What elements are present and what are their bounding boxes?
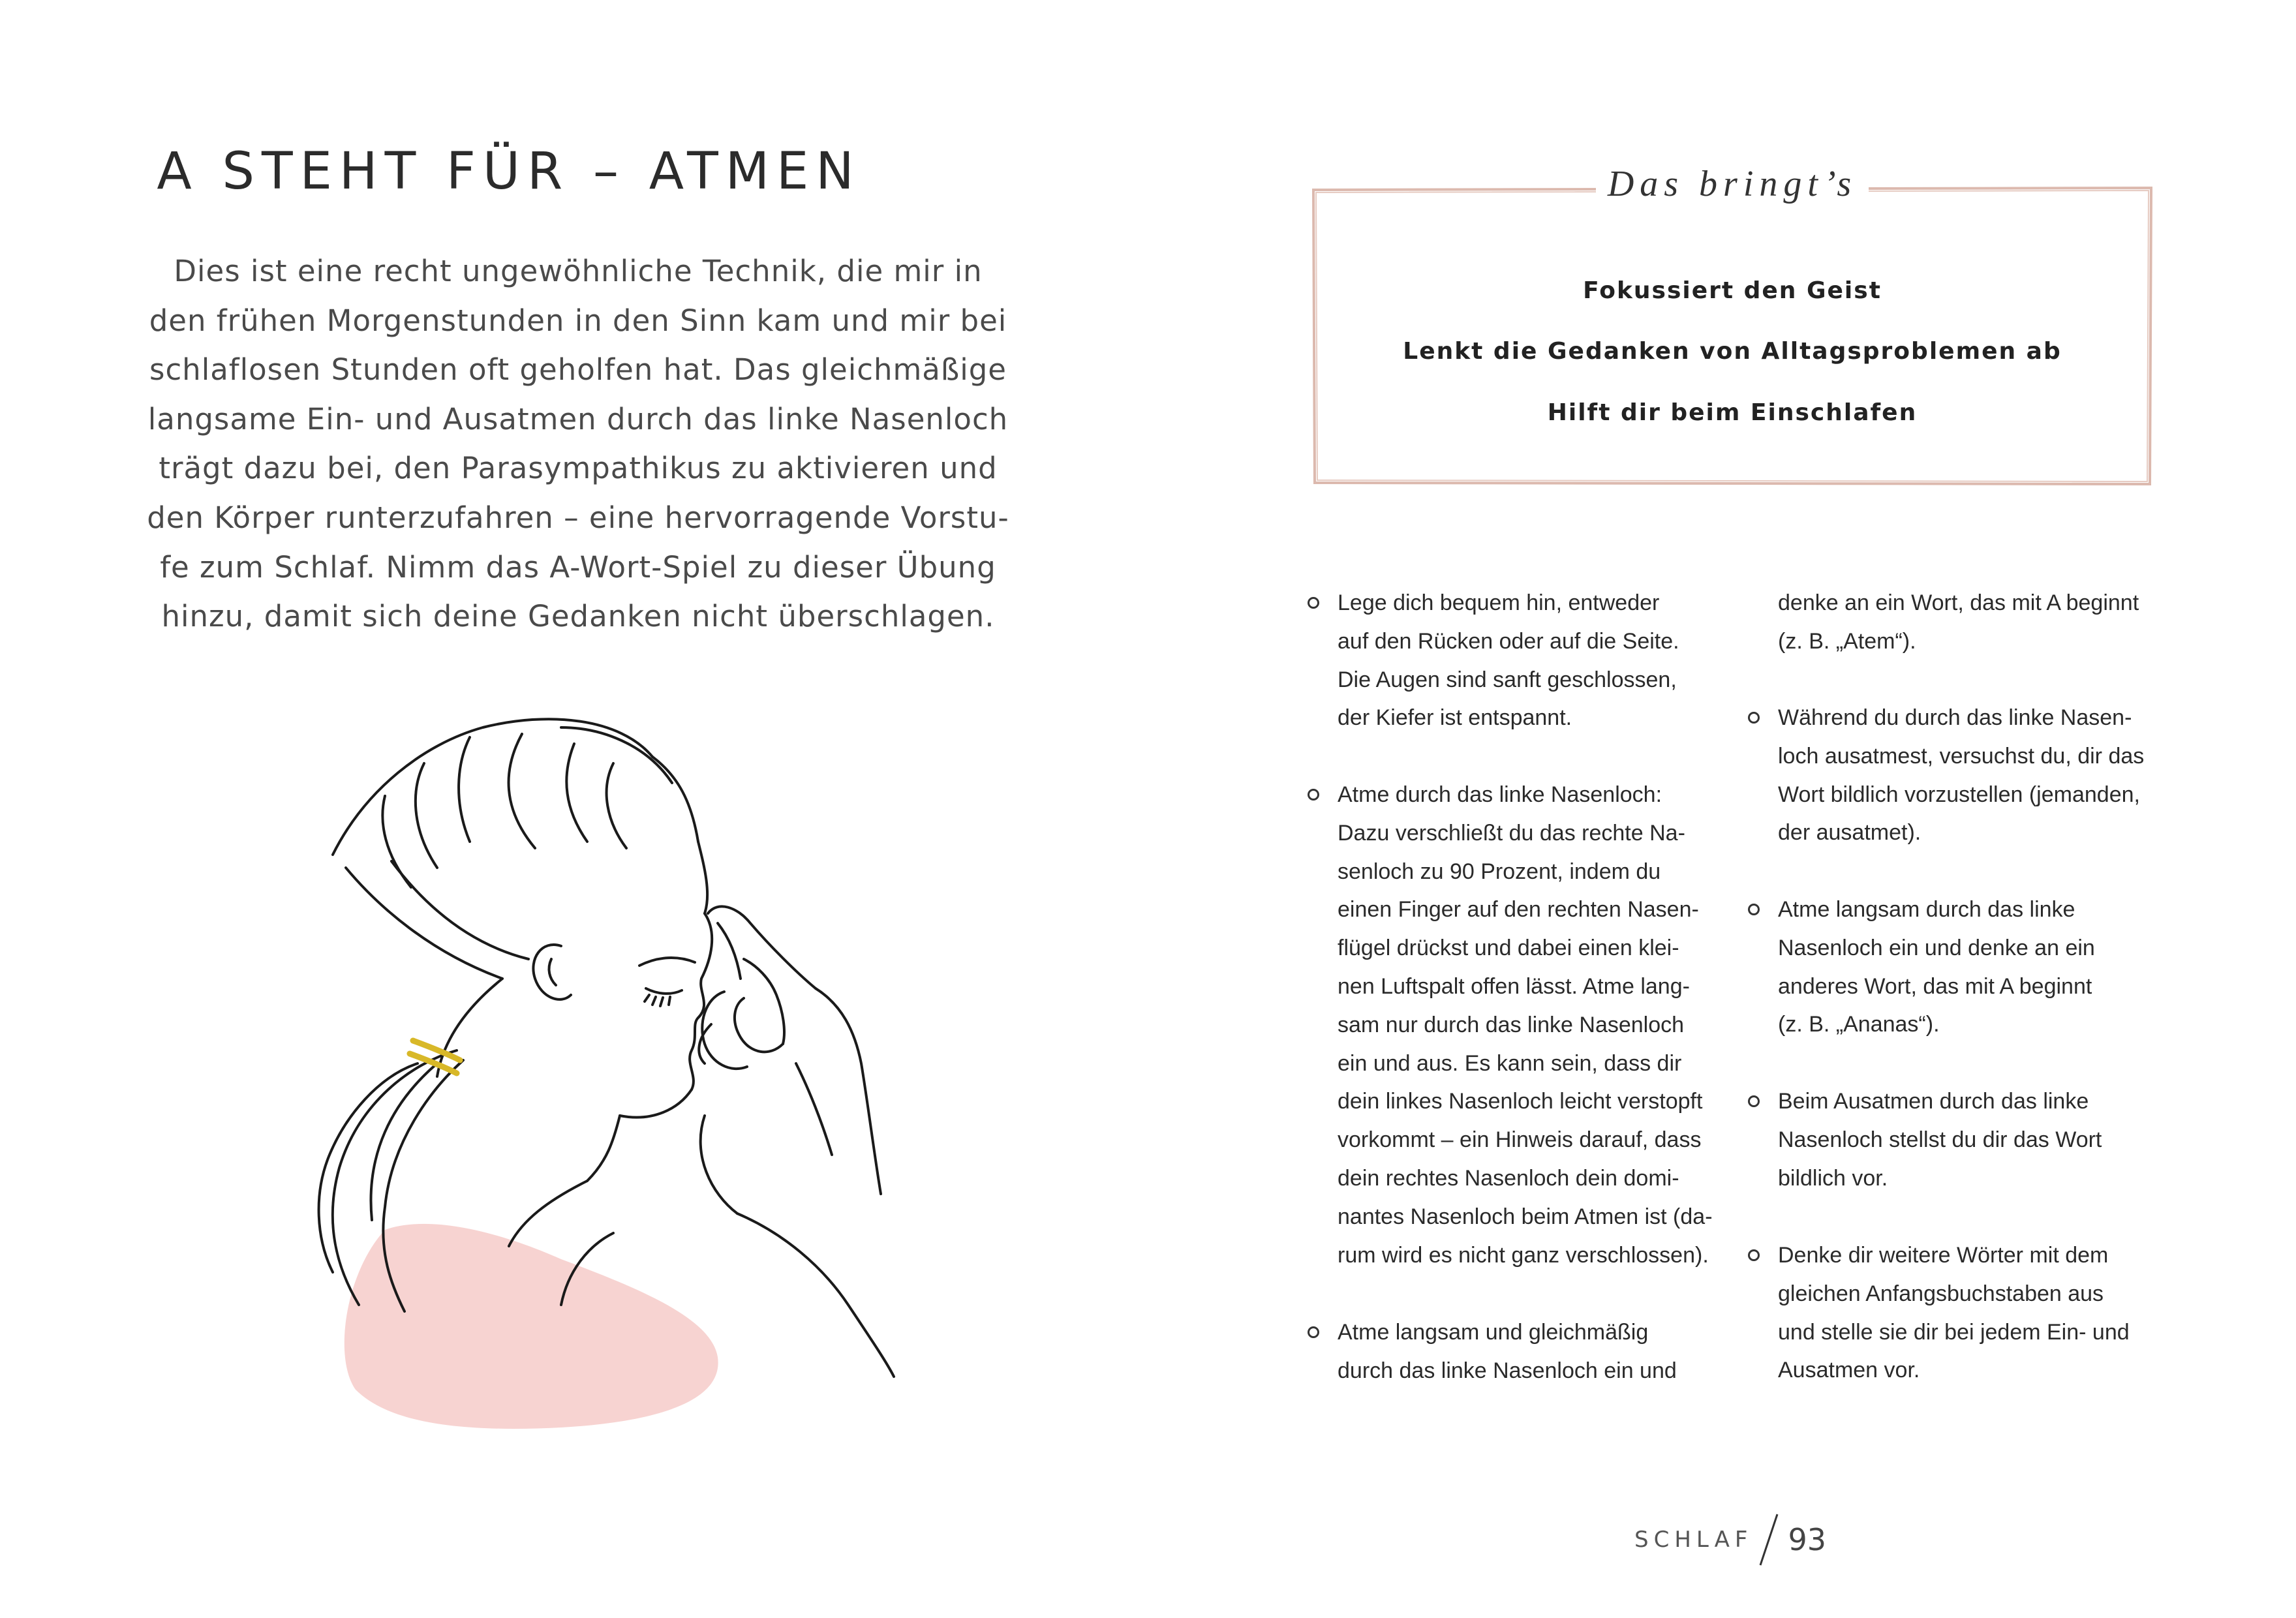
step-line: einen Finger auf den rechten Nasen- bbox=[1338, 897, 1699, 923]
step-line: nantes Nasenloch beim Atmen ist (da- bbox=[1338, 1204, 1713, 1229]
bullet-circle-icon bbox=[1748, 1249, 1760, 1261]
step-line: Lege dich bequem hin, entweder bbox=[1338, 590, 1660, 615]
step-line: Atme durch das linke Nasenloch: bbox=[1338, 782, 1662, 807]
shirt-shape bbox=[344, 1224, 718, 1429]
step-line: sam nur durch das linke Nasenloch bbox=[1338, 1012, 1685, 1037]
benefit-item: Lenkt die Gedanken von Alltagsproblemen ab bbox=[1403, 338, 2062, 365]
intro-line: hinzu, damit sich deine Gedanken nicht überschlagen. bbox=[161, 599, 995, 634]
step-line: Atme langsam und gleichmäßig bbox=[1338, 1320, 1649, 1345]
step-line: Wort bildlich vorzustellen (jemanden, bbox=[1778, 782, 2140, 807]
intro-line: schlaflosen Stunden oft geholfen hat. Das gleichmäßige bbox=[149, 352, 1007, 388]
step-line: ein und aus. Es kann sein, dass dir bbox=[1338, 1050, 1682, 1076]
step-line: denke an ein Wort, das mit A beginnt bbox=[1778, 590, 2139, 615]
section-name: SCHLAF bbox=[1634, 1527, 1753, 1553]
step-line: durch das linke Nasenloch ein und bbox=[1338, 1358, 1677, 1383]
bullet-circle-icon bbox=[1308, 789, 1319, 801]
step-line: dein rechtes Nasenloch dein domi- bbox=[1338, 1165, 1679, 1191]
intro-line: den Körper runterzufahren – eine hervorragende Vorstu- bbox=[147, 500, 1009, 535]
step-line: anderes Wort, das mit A beginnt bbox=[1778, 973, 2092, 999]
page-number: 93 bbox=[1788, 1522, 1826, 1557]
benefit-item: Hilft dir beim Einschlafen bbox=[1547, 399, 1918, 426]
step-line: senloch zu 90 Prozent, indem du bbox=[1338, 859, 1661, 884]
step-line: Denke dir weitere Wörter mit dem bbox=[1778, 1243, 2109, 1268]
step-line: Beim Ausatmen durch das linke bbox=[1778, 1089, 2089, 1114]
step-line: (z. B. „Ananas“). bbox=[1778, 1012, 1940, 1037]
intro-line: Dies ist eine recht ungewöhnliche Technik, die mir in bbox=[174, 254, 983, 288]
bullet-circle-icon bbox=[1748, 904, 1760, 915]
step-line: gleichen Anfangsbuchstaben aus bbox=[1778, 1281, 2104, 1306]
step-line: dein linkes Nasenloch leicht verstopft bbox=[1338, 1089, 1703, 1114]
page-title: A STEHT FÜR – ATMEN bbox=[157, 142, 861, 201]
step-line: Atme langsam durch das linke bbox=[1778, 897, 2075, 922]
intro-line: den frühen Morgenstunden in den Sinn kam und mir bei bbox=[149, 303, 1007, 338]
step-line: flügel drückst und dabei einen klei- bbox=[1338, 936, 1679, 961]
step-line: der ausatmet). bbox=[1778, 820, 1921, 846]
woman-breathing-illustration bbox=[196, 698, 1005, 1448]
benefits-box bbox=[1311, 186, 2153, 486]
step-line: Ausatmen vor. bbox=[1778, 1358, 1920, 1383]
intro-line: langsame Ein- und Ausatmen durch das linke Nasenloch bbox=[147, 401, 1009, 436]
separator-slash bbox=[1758, 1513, 1780, 1566]
step-line: Nasenloch stellst du dir das Wort bbox=[1778, 1127, 2102, 1152]
step-line: vorkommt – ein Hinweis darauf, dass bbox=[1338, 1127, 1702, 1153]
step-line: (z. B. „Atem“). bbox=[1778, 628, 1916, 654]
bullet-circle-icon bbox=[1308, 597, 1319, 609]
step-line: loch ausatmest, versuchst du, dir das bbox=[1778, 743, 2145, 769]
intro-line: fe zum Schlaf. Nimm das A-Wort-Spiel zu dieser Übung bbox=[160, 549, 996, 585]
intro-line: trägt dazu bei, den Parasympathikus zu aktivieren und bbox=[159, 451, 998, 486]
page-footer bbox=[1634, 1514, 1826, 1566]
step-line: nen Luftspalt offen lässt. Atme lang- bbox=[1338, 973, 1690, 999]
intro-paragraph bbox=[145, 247, 1011, 641]
benefit-item: Fokussiert den Geist bbox=[1583, 277, 1882, 304]
bullet-circle-icon bbox=[1748, 712, 1760, 724]
bullet-circle-icon bbox=[1748, 1095, 1760, 1107]
step-line: und stelle sie dir bei jedem Ein- und bbox=[1778, 1319, 2130, 1345]
step-line: rum wird es nicht ganz verschlossen). bbox=[1338, 1242, 1709, 1268]
step-line: bildlich vor. bbox=[1778, 1165, 1888, 1191]
step-line: Dazu verschließt du das rechte Na- bbox=[1338, 820, 1685, 846]
step-line: Während du durch das linke Nasen- bbox=[1778, 705, 2132, 730]
benefits-frame bbox=[1311, 186, 2153, 486]
step-line: der Kiefer ist entspannt. bbox=[1338, 705, 1572, 731]
step-line: Nasenloch ein und denke an ein bbox=[1778, 935, 2095, 960]
step-line: auf den Rücken oder auf die Seite. bbox=[1338, 628, 1679, 654]
benefits-heading: Das bringt’s bbox=[1596, 164, 1869, 204]
bullet-circle-icon bbox=[1308, 1326, 1319, 1338]
step-line: Die Augen sind sanft geschlossen, bbox=[1338, 667, 1677, 692]
